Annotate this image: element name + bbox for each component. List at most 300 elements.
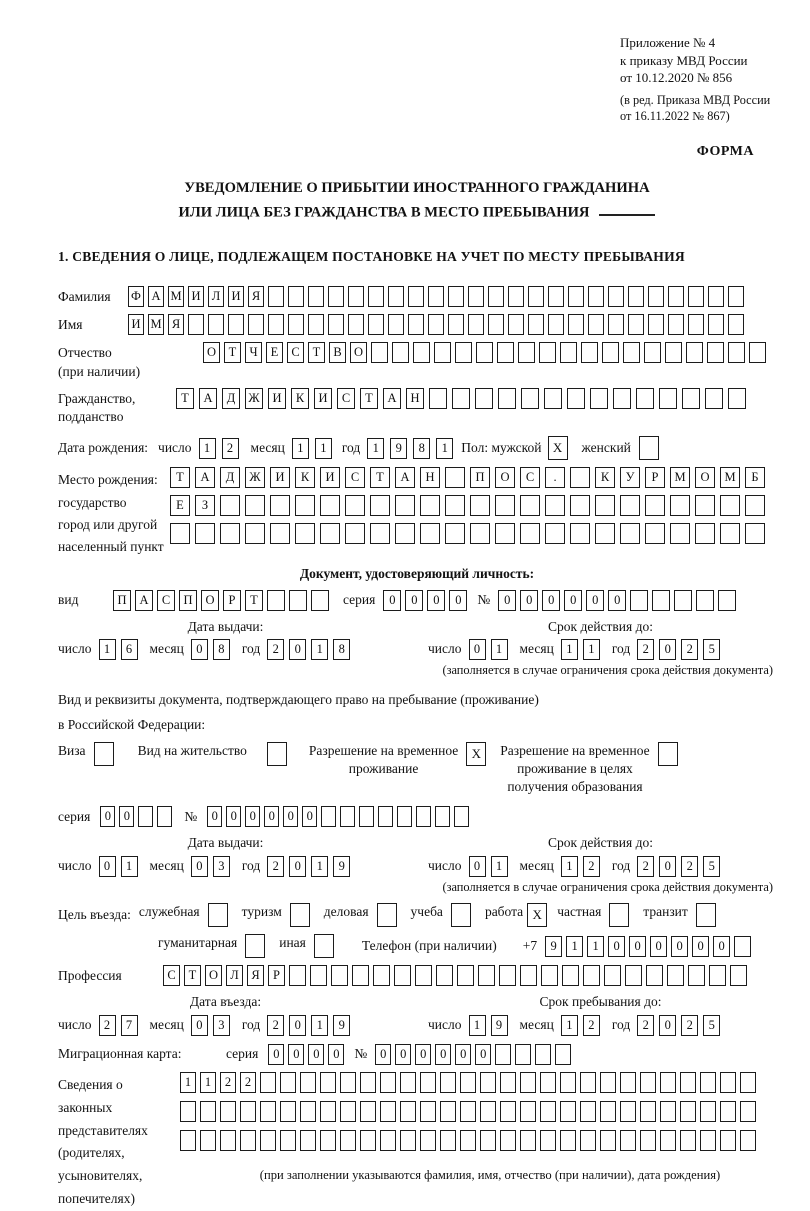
form-cell [180, 1101, 196, 1122]
form-cell [708, 286, 724, 307]
doc-issue-group [58, 618, 393, 660]
form-cell [660, 1101, 676, 1122]
profession-boxes [163, 965, 747, 986]
form-cell [560, 1130, 576, 1151]
form-cell [408, 286, 424, 307]
form-cell [680, 1072, 696, 1093]
form-cell: 5 [703, 1015, 720, 1036]
form-cell [620, 523, 640, 544]
form-cell [528, 286, 544, 307]
annex-reference [620, 34, 810, 87]
form-cell [709, 965, 726, 986]
form-cell: Л [208, 286, 224, 307]
form-cell: 0 [245, 806, 260, 827]
form-cell [500, 1101, 516, 1122]
doc-issue-line: число 1 6 месяц 0 8 год 2 0 1 8 [58, 639, 393, 660]
form-cell [321, 806, 336, 827]
form-cell [478, 965, 495, 986]
form-cell [720, 495, 740, 516]
residence-doc-intro: Вид и реквизиты документа, подтверждающего право на пребывание (проживание) в Российской Федерации: [58, 691, 539, 733]
form-cell [368, 314, 384, 335]
form-cell: П [113, 590, 131, 611]
form-cell: А [148, 286, 164, 307]
form-cell [394, 965, 411, 986]
form-cell [360, 1101, 376, 1122]
form-cell: 2 [681, 856, 698, 877]
form-cell [535, 1044, 551, 1065]
temp-permit-option [309, 742, 486, 778]
form-cell [451, 903, 471, 927]
form-cell [340, 1072, 356, 1093]
form-cell: Т [308, 342, 325, 363]
form-cell [400, 1130, 416, 1151]
birth-month-boxes [292, 438, 332, 459]
phone-label: Телефон (при наличии) [361, 938, 497, 954]
form-cell: 2 [240, 1072, 256, 1093]
form-cell [645, 495, 665, 516]
form-cell: 0 [375, 1044, 391, 1065]
form-cell [395, 495, 415, 516]
form-cell: 0 [268, 1044, 284, 1065]
form-cell: 0 [328, 1044, 344, 1065]
form-cell [268, 286, 284, 307]
form-cell: 5 [703, 639, 720, 660]
form-cell: 1 [566, 936, 583, 957]
form-cell [583, 965, 600, 986]
form-cell [180, 1130, 196, 1151]
form-cell [460, 1130, 476, 1151]
form-cell [420, 1101, 436, 1122]
form-cell [320, 1072, 336, 1093]
form-cell [544, 388, 562, 409]
form-cell: 1 [311, 1015, 328, 1036]
form-cell: 0 [586, 590, 604, 611]
entry-date-group [58, 993, 393, 1035]
form-cell [200, 1130, 216, 1151]
form-cell [740, 1101, 756, 1122]
form-cell [377, 903, 397, 927]
form-cell [314, 934, 334, 958]
form-cell [520, 1101, 536, 1122]
form-cell: Н [406, 388, 424, 409]
form-cell [749, 342, 766, 363]
form-cell [660, 1130, 676, 1151]
form-cell [445, 523, 465, 544]
form-cell: 1 [99, 639, 116, 660]
edu-permit-label: Разрешение на временное проживание в целях получения образования [500, 742, 650, 795]
purpose-transit-checkbox [696, 903, 716, 927]
form-cell [568, 286, 584, 307]
form-cell [570, 523, 590, 544]
permit-expiry-heading: Срок действия до: [548, 835, 653, 851]
form-cell: Р [223, 590, 241, 611]
form-cell [328, 314, 344, 335]
form-cell [288, 314, 304, 335]
form-title-line1: УВЕДОМЛЕНИЕ О ПРИБЫТИИ ИНОСТРАННОГО ГРАЖДАНИНА [184, 179, 650, 196]
form-cell [613, 388, 631, 409]
form-cell: Т [224, 342, 241, 363]
form-cell [468, 286, 484, 307]
form-cell [600, 1072, 616, 1093]
form-cell [348, 286, 364, 307]
purpose-row2 [158, 934, 776, 958]
form-cell: Я [247, 965, 264, 986]
form-cell: Ж [245, 467, 265, 488]
form-cell [308, 286, 324, 307]
form-cell [688, 286, 704, 307]
form-cell: 2 [220, 1072, 236, 1093]
form-cell [498, 388, 516, 409]
form-cell [370, 495, 390, 516]
purpose-other: иная [279, 934, 334, 958]
sex-female-label: женский [581, 440, 631, 456]
purpose-row [58, 903, 776, 927]
form-cell: 1 [315, 438, 332, 459]
form-cell: 2 [583, 1015, 600, 1036]
visa-label: Виза [58, 742, 86, 758]
form-cell [648, 286, 664, 307]
form-cell [340, 1130, 356, 1151]
doc-number-boxes [498, 590, 736, 611]
form-cell: 9 [491, 1015, 508, 1036]
form-cell [488, 286, 504, 307]
annex-line: от 10.12.2020 № 856 [620, 70, 733, 86]
form-cell [397, 806, 412, 827]
form-cell [413, 342, 430, 363]
form-cell [604, 965, 621, 986]
form-cell [290, 903, 310, 927]
form-cell [497, 342, 514, 363]
form-cell [588, 314, 604, 335]
form-cell [595, 523, 615, 544]
identity-doc-dates [58, 618, 773, 660]
form-cell [500, 1130, 516, 1151]
form-cell: 2 [637, 639, 654, 660]
form-cell: 2 [99, 1015, 116, 1036]
form-cell [665, 342, 682, 363]
form-cell [508, 314, 524, 335]
form-cell [562, 965, 579, 986]
permit-issue-year [267, 856, 350, 877]
form-cell: 8 [333, 639, 350, 660]
form-cell [548, 286, 564, 307]
doc-series-boxes [383, 590, 467, 611]
stay-day [469, 1015, 508, 1036]
doc-expiry-line: число 0 1 месяц 1 1 год 2 0 2 5 [428, 639, 773, 660]
sex-male-label: Пол: мужской [461, 440, 542, 456]
form-cell: С [337, 388, 355, 409]
visa-checkbox [94, 742, 114, 766]
form-cell [345, 523, 365, 544]
purpose-business: деловая [324, 903, 397, 927]
entry-day [99, 1015, 138, 1036]
form-cell: 2 [222, 438, 239, 459]
form-cell: 0 [289, 639, 306, 660]
form-cell [280, 1072, 296, 1093]
form-cell: 0 [289, 856, 306, 877]
form-cell [734, 936, 751, 957]
form-cell [267, 590, 285, 611]
form-cell: О [203, 342, 220, 363]
form-cell: 1 [436, 438, 453, 459]
form-cell [700, 1130, 716, 1151]
form-cell: О [201, 590, 219, 611]
form-cell: К [295, 467, 315, 488]
form-cell: 0 [395, 1044, 411, 1065]
form-cell [220, 1101, 236, 1122]
form-cell [680, 1101, 696, 1122]
form-cell: Б [745, 467, 765, 488]
form-cell [644, 342, 661, 363]
form-cell [476, 342, 493, 363]
form-cell [428, 286, 444, 307]
form-cell: 0 [475, 1044, 491, 1065]
form-cell [620, 495, 640, 516]
form-cell [528, 314, 544, 335]
form-cell [648, 314, 664, 335]
migration-card-series-boxes [268, 1044, 344, 1065]
form-cell [688, 314, 704, 335]
form-cell: 0 [191, 856, 208, 877]
form-cell: 1 [180, 1072, 196, 1093]
form-cell: Ч [245, 342, 262, 363]
purpose-business-checkbox [377, 903, 397, 927]
form-cell [541, 965, 558, 986]
purpose-work-checkbox [527, 903, 547, 927]
form-cell [220, 523, 240, 544]
form-cell [300, 1072, 316, 1093]
form-cell [670, 523, 690, 544]
form-cell [620, 1101, 636, 1122]
birth-place-label: Место рождения: государство город или другой населенный пункт [58, 472, 164, 555]
form-cell [454, 806, 469, 827]
form-cell [674, 590, 692, 611]
form-cell [696, 590, 714, 611]
form-cell [373, 965, 390, 986]
form-cell [660, 1072, 676, 1093]
form-cell: О [350, 342, 367, 363]
permit-series-label: серия [58, 808, 91, 824]
stay-until-line: число 1 9 месяц 1 2 год 2 0 2 5 [428, 1015, 773, 1036]
form-cell [720, 1101, 736, 1122]
stay-year [637, 1015, 720, 1036]
citizenship-row [58, 388, 776, 426]
given-name-row [58, 314, 776, 335]
form-cell: 8 [413, 438, 430, 459]
form-cell: Т [245, 590, 263, 611]
month-label: месяц [250, 440, 285, 456]
form-cell: 1 [199, 438, 216, 459]
form-title [58, 178, 776, 224]
patronymic-boxes [203, 342, 766, 363]
form-cell [475, 388, 493, 409]
form-cell: У [620, 467, 640, 488]
form-cell [240, 1101, 256, 1122]
form-cell [392, 342, 409, 363]
form-cell [260, 1130, 276, 1151]
form-cell: 0 [659, 1015, 676, 1036]
form-cell: М [670, 467, 690, 488]
form-cell [609, 903, 629, 927]
doc-expiry-heading: Срок действия до: [548, 618, 653, 634]
form-cell: 1 [561, 1015, 578, 1036]
form-cell [311, 590, 329, 611]
citizenship-boxes [176, 388, 746, 409]
form-cell [371, 342, 388, 363]
form-cell [659, 388, 677, 409]
form-cell: 1 [561, 856, 578, 877]
citizenship-label: Гражданство, подданство [58, 390, 136, 425]
form-cell [270, 523, 290, 544]
form-cell: А [195, 467, 215, 488]
permit-number-label: № [184, 808, 198, 824]
form-cell [395, 523, 415, 544]
form-cell [267, 742, 287, 766]
form-title-line2: ИЛИ ЛИЦА БЕЗ ГРАЖДАНСТВА В МЕСТО ПРЕБЫВАНИЯ [58, 200, 776, 224]
form-cell [588, 286, 604, 307]
migration-card-number-boxes [375, 1044, 571, 1065]
form-cell: 0 [207, 806, 222, 827]
birth-day-boxes [199, 438, 239, 459]
form-cell: И [128, 314, 144, 335]
form-cell [436, 965, 453, 986]
form-cell [280, 1101, 296, 1122]
form-cell [568, 314, 584, 335]
form-cell [195, 523, 215, 544]
permit-number-boxes [207, 806, 469, 827]
entry-stay-dates [58, 993, 773, 1035]
form-cell [728, 314, 744, 335]
form-cell [718, 590, 736, 611]
form-cell: З [195, 495, 215, 516]
permit-issue-group [58, 834, 393, 876]
legal-reps-label: Сведения о законных представителях (родителях, усыновителях, попечителях) [58, 1076, 148, 1207]
section1-heading: 1. СВЕДЕНИЯ О ЛИЦЕ, ПОДЛЕЖАЩЕМ ПОСТАНОВКЕ НА УЧЕТ ПО МЕСТУ ПРЕБЫВАНИЯ [58, 249, 685, 265]
form-cell [580, 1130, 596, 1151]
migration-card-row [58, 1044, 776, 1065]
legal-reps-block [58, 1072, 776, 1211]
permit-issue-line: число 0 1 месяц 0 3 год 2 0 1 9 [58, 856, 393, 877]
form-cell [520, 965, 537, 986]
form-cell [268, 314, 284, 335]
permit-dates [58, 834, 773, 876]
form-cell [380, 1072, 396, 1093]
doc-expiry-group [428, 618, 773, 660]
form-cell: 0 [713, 936, 730, 957]
form-cell [320, 1130, 336, 1151]
form-cell [480, 1101, 496, 1122]
form-cell [640, 1101, 656, 1122]
form-cell: 0 [308, 1044, 324, 1065]
form-cell [590, 388, 608, 409]
form-cell [300, 1101, 316, 1122]
form-cell: 0 [469, 856, 486, 877]
form-cell: 0 [692, 936, 709, 957]
form-cell: С [163, 965, 180, 986]
form-cell [452, 388, 470, 409]
form-cell [380, 1101, 396, 1122]
form-cell: 0 [608, 936, 625, 957]
form-cell [580, 1072, 596, 1093]
form-cell: 0 [100, 806, 115, 827]
form-cell: С [345, 467, 365, 488]
form-cell [345, 495, 365, 516]
purpose-official: служебная [139, 903, 228, 927]
form-cell [468, 314, 484, 335]
form-cell [520, 495, 540, 516]
form-cell: Я [168, 314, 184, 335]
form-cell [289, 965, 306, 986]
form-cell: 0 [119, 806, 134, 827]
form-cell [695, 495, 715, 516]
stay-until-heading: Срок пребывания до: [539, 994, 662, 1010]
form-cell [288, 286, 304, 307]
form-cell [434, 342, 451, 363]
form-cell [705, 388, 723, 409]
form-word: ФОРМА [696, 143, 754, 159]
purpose-private-checkbox [609, 903, 629, 927]
form-cell: 9 [545, 936, 562, 957]
form-cell: 2 [267, 856, 284, 877]
form-cell: А [199, 388, 217, 409]
form-cell: П [470, 467, 490, 488]
legal-reps-boxes [180, 1072, 776, 1184]
form-cell: Т [176, 388, 194, 409]
form-cell: X [466, 742, 486, 766]
form-cell [445, 467, 465, 488]
purpose-study: учеба [411, 903, 471, 927]
form-cell: Д [222, 388, 240, 409]
form-cell: 5 [703, 856, 720, 877]
permit-issue-month [191, 856, 230, 877]
annex-line: к приказу МВД России [620, 52, 748, 68]
form-cell: 9 [390, 438, 407, 459]
form-cell: X [548, 436, 568, 460]
form-cell [348, 314, 364, 335]
form-cell [745, 523, 765, 544]
form-cell: 0 [302, 806, 317, 827]
surname-boxes [128, 286, 744, 307]
form-cell: 0 [99, 856, 116, 877]
form-cell [639, 436, 659, 460]
form-cell: 0 [449, 590, 467, 611]
form-cell [630, 590, 648, 611]
entry-date-heading: Дата въезда: [189, 994, 262, 1010]
form-cell: Л [226, 965, 243, 986]
form-cell: И [268, 388, 286, 409]
form-cell [548, 314, 564, 335]
form-cell [728, 286, 744, 307]
legal-reps-row1 [180, 1072, 756, 1093]
purpose-work: работа X [485, 903, 547, 927]
form-cell [260, 1072, 276, 1093]
form-cell: Е [266, 342, 283, 363]
form-cell [138, 806, 153, 827]
form-cell: 0 [288, 1044, 304, 1065]
form-cell: 0 [226, 806, 241, 827]
form-cell [545, 523, 565, 544]
permit-issue-day [99, 856, 138, 877]
visa-option [58, 742, 114, 766]
purpose-tourism: туризм [242, 903, 310, 927]
form-cell [521, 388, 539, 409]
migration-card-label: Миграционная карта: [58, 1046, 182, 1062]
form-cell [623, 342, 640, 363]
form-cell: С [287, 342, 304, 363]
form-cell [408, 314, 424, 335]
profession-row [58, 965, 776, 986]
form-cell [208, 314, 224, 335]
